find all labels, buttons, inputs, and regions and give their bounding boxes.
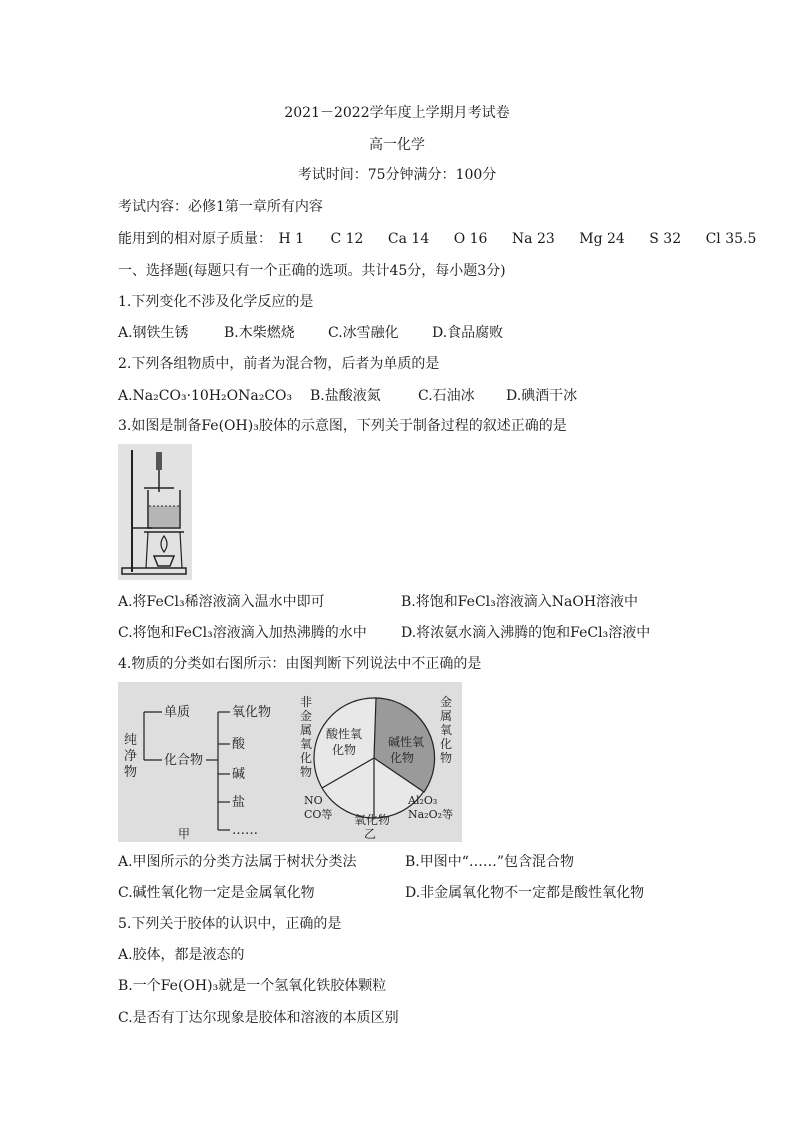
atomic-mass-label: 能用到的相对原子质量： — [118, 231, 272, 247]
q4-option-a: A.甲图所示的分类方法属于树状分类法 — [118, 854, 357, 870]
svg-text:化: 化 — [440, 737, 453, 751]
exam-subject: 高一化学 — [369, 137, 425, 153]
atomic-mass-na: Na 23 — [511, 231, 555, 247]
q2-option-b: B.盐酸液氮 — [310, 388, 381, 404]
q2-option-c: C.石油冰 — [418, 388, 475, 404]
q2-stem: 2.下列各组物质中，前者为混合物，后者为单质的是 — [118, 356, 440, 372]
svg-text:酸性氧: 酸性氧 — [326, 727, 363, 741]
svg-text:化: 化 — [300, 751, 313, 765]
figure-label-jia: 甲 — [178, 827, 191, 841]
q3-option-a: A.将FeCl₃稀溶液滴入温水中即可 — [118, 594, 325, 610]
q1-option-c: C.冰雪融化 — [328, 325, 399, 341]
atomic-mass-line — [118, 230, 756, 248]
q5-option-a: A.胶体，都是液态的 — [118, 947, 245, 963]
svg-text:Al₂O₃: Al₂O₃ — [408, 794, 438, 807]
tree-leaf-ellipsis: …… — [232, 823, 258, 838]
q2-option-d: D.碘酒干冰 — [506, 388, 578, 404]
atomic-mass-ca: Ca 14 — [387, 231, 430, 247]
tree-branch-compounds: 化合物 — [164, 753, 204, 768]
svg-text:物: 物 — [440, 751, 453, 765]
q4-stem: 4.物质的分类如右图所示：由图判断下列说法中不正确的是 — [118, 656, 482, 672]
q2-option-a: A.Na₂CO₃·10H₂ONa₂CO₃ — [118, 388, 293, 404]
q1-option-d: D.食品腐败 — [432, 325, 504, 341]
atomic-mass-o: O 16 — [453, 231, 488, 247]
svg-text:非: 非 — [300, 695, 313, 709]
q3-option-c: C.将饱和FeCl₃溶液滴入加热沸腾的水中 — [118, 625, 367, 641]
q5-option-c: C.是否有丁达尔现象是胶体和溶液的本质区别 — [118, 1010, 399, 1026]
q3-stem: 3.如图是制备Fe(OH)₃胶体的示意图，下列关于制备过程的叙述正确的是 — [118, 418, 567, 434]
atomic-mass-s: S 32 — [649, 231, 682, 247]
q5-option-b: B.一个Fe(OH)₃就是一个氢氧化铁胶体颗粒 — [118, 978, 387, 994]
svg-text:NO: NO — [304, 794, 323, 807]
svg-text:氧: 氧 — [440, 723, 453, 737]
colloid-apparatus-figure — [118, 444, 192, 580]
atomic-mass-c: C 12 — [330, 231, 364, 247]
classification-figure — [118, 682, 462, 842]
q1-option-a: A.钢铁生锈 — [118, 325, 189, 341]
q1-option-b: B.木柴燃烧 — [224, 325, 295, 341]
pie-bottom-label: 氧化物 — [354, 813, 391, 827]
figure-label-yi: 乙 — [364, 827, 377, 841]
q4-option-b: B.甲图中“……”包含混合物 — [405, 854, 575, 870]
tree-leaf-acid: 酸 — [232, 737, 246, 752]
svg-text:属: 属 — [440, 709, 453, 723]
exam-time-info: 考试时间：75分钟满分：100分 — [297, 167, 497, 183]
exam-content: 考试内容：必修1第一章所有内容 — [118, 199, 323, 215]
q3-option-d: D.将浓氨水滴入沸腾的饱和FeCl₃溶液中 — [401, 625, 651, 641]
exam-title: 2021－2022学年度上学期月考试卷 — [284, 105, 510, 121]
q1-stem: 1.下列变化不涉及化学反应的是 — [118, 294, 314, 310]
section-heading: 一、选择题(每题只有一个正确的选项。共计45分，每小题3分) — [118, 263, 506, 279]
svg-text:Na₂O₂等: Na₂O₂等 — [408, 808, 454, 821]
tree-branch-elements: 单质 — [164, 705, 191, 720]
svg-text:化物: 化物 — [390, 751, 415, 765]
atomic-mass-h: H 1 — [278, 231, 305, 247]
tree-leaf-base: 碱 — [232, 767, 246, 782]
q5-stem: 5.下列关于胶体的认识中，正确的是 — [118, 916, 342, 932]
tree-root-1: 纯 — [124, 733, 138, 748]
svg-text:物: 物 — [124, 765, 138, 780]
svg-text:金: 金 — [300, 709, 313, 723]
svg-text:CO等: CO等 — [304, 808, 333, 821]
svg-text:金: 金 — [440, 695, 453, 709]
svg-text:化物: 化物 — [332, 743, 357, 757]
q3-option-b: B.将饱和FeCl₃溶液滴入NaOH溶液中 — [401, 594, 639, 610]
atomic-mass-cl: Cl 35.5 — [705, 231, 757, 247]
atomic-mass-mg: Mg 24 — [579, 231, 625, 247]
q4-option-c: C.碱性氧化物一定是金属氧化物 — [118, 885, 315, 901]
tree-leaf-oxide: 氧化物 — [232, 705, 272, 720]
q4-option-d: D.非金属氧化物不一定都是酸性氧化物 — [405, 885, 645, 901]
svg-text:属: 属 — [300, 723, 313, 737]
tree-leaf-salt: 盐 — [232, 795, 246, 810]
svg-text:氧: 氧 — [300, 737, 313, 751]
svg-text:物: 物 — [300, 765, 313, 779]
svg-text:净: 净 — [124, 749, 138, 764]
svg-text:碱性氧: 碱性氧 — [388, 735, 425, 749]
